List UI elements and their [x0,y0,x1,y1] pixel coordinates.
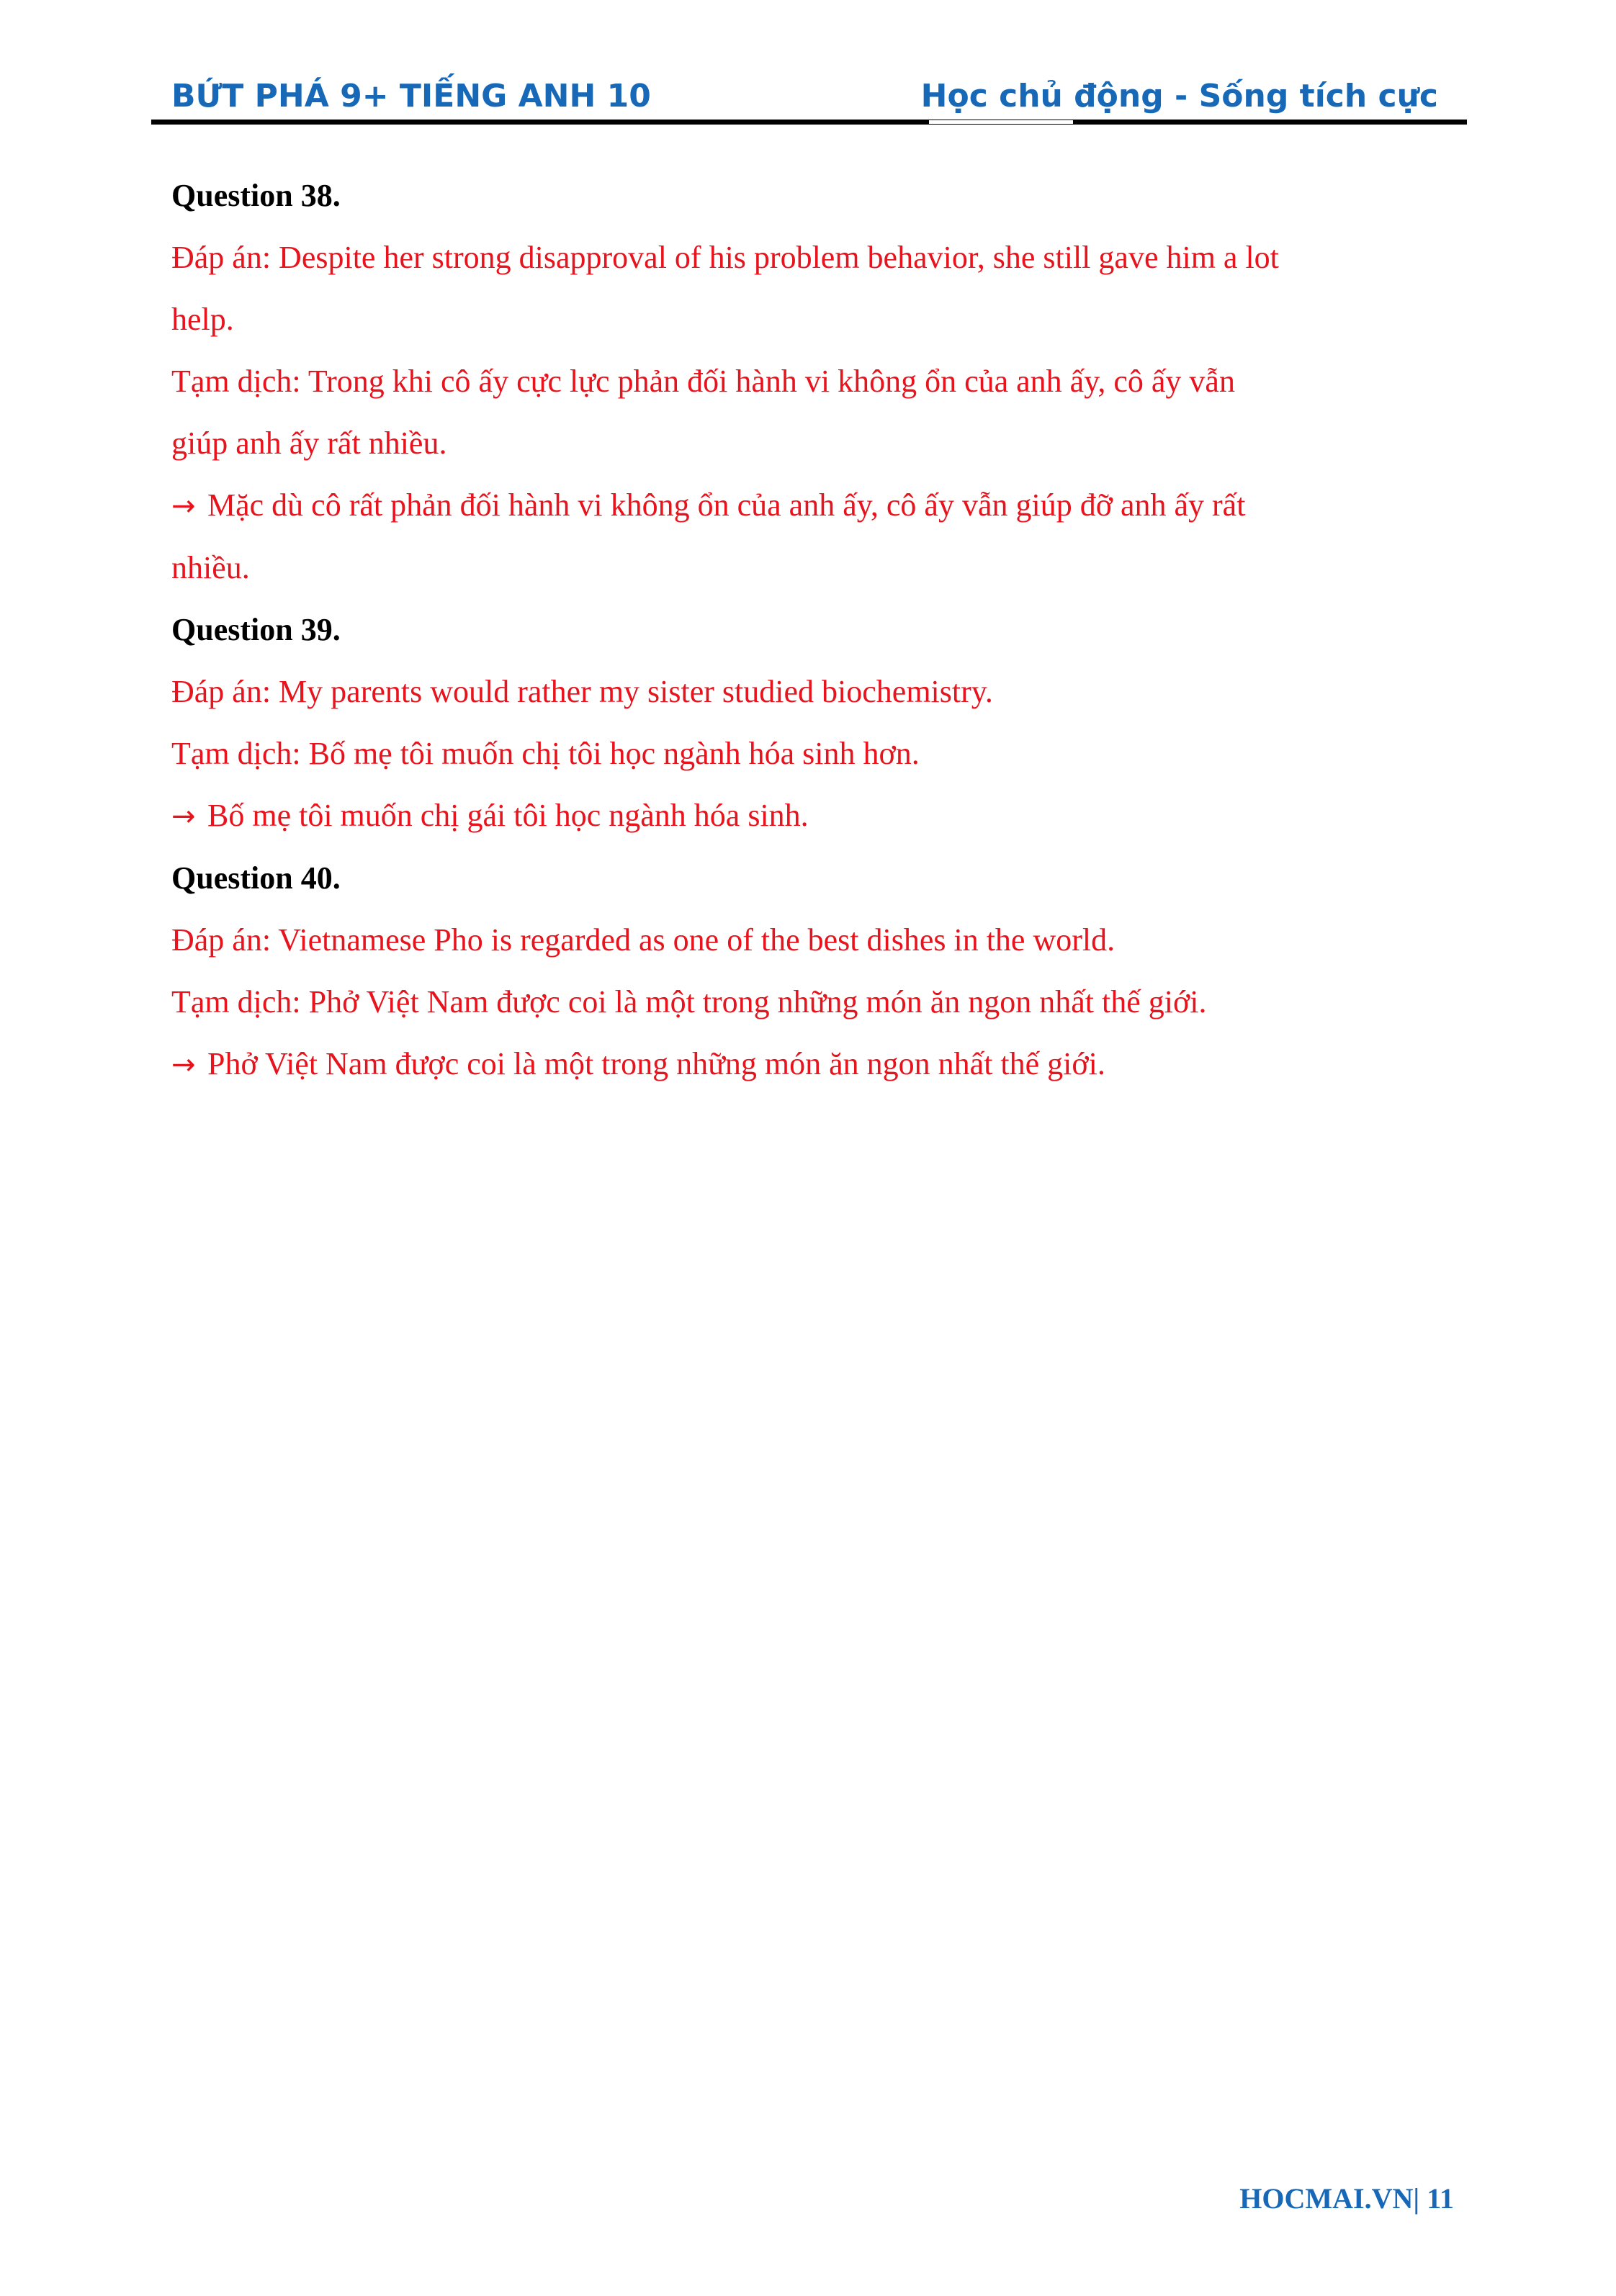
arrow-right-icon: → [171,800,196,833]
question-title: Question 38. [171,178,341,213]
question-block-40 [171,847,1453,1096]
question-block-39 [171,599,1453,847]
answer-key-content [171,165,1453,1096]
page-header [151,69,1467,125]
question-title: Question 40. [171,860,341,896]
answer-line: Đáp án: My parents would rather my sister studied biochemistry. [171,674,993,709]
result-line [171,1033,1453,1096]
page-footer: HOCMAI.VN| 11 [1239,2182,1454,2215]
header-slogan: Học chủ động - Sống tích cực [920,78,1438,114]
result-line [171,474,1453,537]
arrow-right-icon: → [171,490,196,523]
header-divider [151,120,1467,125]
header-divider-gap [929,120,1073,124]
result-line-continued: nhiều. [171,550,250,585]
translation-line-continued: giúp anh ấy rất nhiều. [171,426,447,461]
result-line [171,785,1453,847]
result-text: Mặc dù cô rất phản đối hành vi không ổn của anh ấy, cô ấy vẫn giúp đỡ anh ấy rất [207,487,1246,523]
answer-line: Đáp án: Despite her strong disapproval of his problem behavior, she still gave him a lot [171,240,1279,275]
translation-line: Tạm dịch: Trong khi cô ấy cực lực phản đối hành vi không ổn của anh ấy, cô ấy vẫn [171,364,1235,399]
answer-line: Đáp án: Vietnamese Pho is regarded as one of the best dishes in the world. [171,922,1116,958]
question-block-38 [171,165,1453,599]
answer-line-continued: help. [171,302,234,337]
arrow-right-icon: → [171,1048,196,1081]
translation-line: Tạm dịch: Phở Việt Nam được coi là một trong những món ăn ngon nhất thế giới. [171,984,1207,1019]
translation-line: Tạm dịch: Bố mẹ tôi muốn chị tôi học ngành hóa sinh hơn. [171,736,920,771]
question-title: Question 39. [171,612,341,647]
result-text: Bố mẹ tôi muốn chị gái tôi học ngành hóa sinh. [207,798,809,833]
header-book-title: BỨT PHÁ 9+ TIẾNG ANH 10 [171,78,651,114]
result-text: Phở Việt Nam được coi là một trong những món ăn ngon nhất thế giới. [207,1046,1105,1081]
